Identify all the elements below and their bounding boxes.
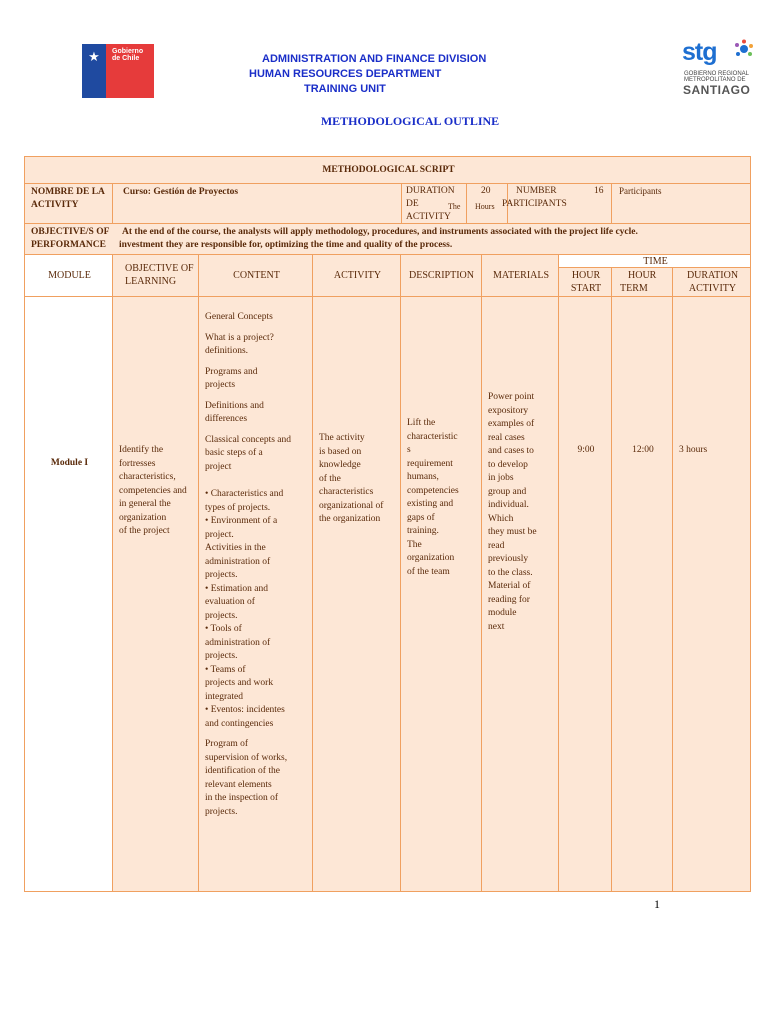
duration-label-cell [401, 183, 467, 224]
objective-label-2: PERFORMANCE [31, 240, 106, 250]
materials-line: expository [488, 405, 529, 416]
cell-activity [312, 296, 401, 892]
col-activity-label: ACTIVITY [333, 270, 382, 281]
activity-line: The activity [319, 433, 365, 443]
col-module [24, 254, 113, 297]
cell-hour-start [558, 296, 612, 892]
activity-line: is based on [319, 446, 362, 457]
content-line: Program of [205, 739, 249, 749]
content-line: administration of [205, 637, 271, 648]
content-line: types of projects. [205, 502, 271, 513]
duration-label-2: DE [406, 199, 419, 209]
col-materials-label: MATERIALS [492, 270, 550, 281]
content-line: definitions. [205, 346, 249, 356]
gobierno-de-chile-logo [82, 44, 154, 98]
activity-line: organizational of [319, 500, 384, 511]
col-objective [112, 254, 199, 297]
description-line: competencies [407, 485, 459, 496]
header-line-3: TRAINING UNIT [304, 83, 386, 95]
header-line-2: HUMAN RESOURCES DEPARTMENT [249, 68, 442, 80]
content-line [205, 474, 291, 481]
col-hour-term-label-1: HOUR [628, 270, 657, 281]
content-line: project. [205, 529, 234, 540]
materials-line: Power point [488, 392, 535, 402]
duration-label-3: The [448, 202, 461, 211]
col-description-label: DESCRIPTION [409, 270, 475, 281]
materials-line: next [488, 621, 505, 632]
description-line: characteristic [407, 431, 458, 442]
materials-line: and cases to [488, 446, 534, 456]
cell-module [24, 296, 113, 892]
col-duration-label-1: DURATION [686, 270, 739, 281]
content-line: What is a project? [205, 332, 274, 343]
activity-line: the organization [319, 514, 381, 524]
content-line: Definitions and [205, 400, 264, 411]
name-label-1: NOMBRE DE LA [31, 187, 105, 197]
description-line: requirement [407, 458, 453, 469]
content-line: differences [205, 414, 248, 424]
cell-description [400, 296, 482, 892]
content-line: • Characteristics and [205, 489, 284, 499]
content-line: Programs and [205, 366, 258, 377]
objective-text-1: At the end of the course, the analysts will apply methodology, procedures, and instruments associated with the project life cycle. [122, 227, 638, 237]
materials-line: read [488, 540, 505, 551]
content-line [205, 481, 291, 488]
content-line: • Tools of [205, 624, 242, 634]
content-line: • Teams of [205, 664, 246, 675]
activity-line: knowledge [319, 460, 361, 470]
content-line: projects. [205, 610, 238, 621]
cell-objective [112, 296, 199, 892]
duration-unit: Hours [475, 202, 495, 211]
content-line: Classical concepts and [205, 434, 292, 445]
content-line: projects and work [205, 678, 274, 688]
content-line: projects. [205, 806, 238, 817]
gore-santiago-logo [682, 38, 758, 96]
star-icon: ★ [88, 49, 100, 64]
description-line: training. [407, 526, 439, 536]
objective-line: Identify the [119, 445, 164, 455]
logo-left-text: Gobierno de Chile [112, 48, 144, 62]
col-module-label: MODULE [48, 270, 91, 281]
module-name: Module I [50, 458, 89, 468]
duration-value: 20 [481, 186, 491, 196]
materials-line: Material of [488, 581, 531, 591]
col-time [558, 254, 751, 268]
dots-icon [734, 39, 754, 59]
content-line: projects. [205, 651, 238, 661]
objective-line: fortresses [119, 458, 156, 469]
materials-line: previously [488, 554, 529, 564]
materials-line: to the class. [488, 567, 533, 578]
objective-lines [119, 444, 187, 539]
description-line: The [407, 539, 422, 550]
col-content-label: CONTENT [233, 270, 280, 281]
objective-line: characteristics, [119, 472, 176, 482]
content-line: supervision of works, [205, 752, 288, 763]
activity-line: characteristics [319, 487, 374, 497]
script-title: METHODOLOGICAL SCRIPT [322, 165, 455, 175]
number-label-2: PARTICIPANTS [502, 199, 567, 209]
materials-lines [488, 391, 537, 634]
content-line: General Concepts [205, 312, 273, 322]
cell-content [198, 296, 313, 892]
script-title-bar [24, 156, 751, 184]
duration-value: 3 hours [679, 445, 708, 455]
cell-materials [481, 296, 559, 892]
objective-text-2: investment they are responsible for, optimizing the time and quality of the process. [119, 240, 453, 250]
col-hour-term-label-2: TERM [620, 283, 648, 294]
objective-row [24, 223, 751, 255]
content-line: Activities in the [205, 543, 266, 553]
content-line: administration of [205, 556, 271, 567]
participants-label: Participants [619, 186, 662, 196]
logo-right-city: SANTIAGO [683, 83, 751, 97]
number-label-cell [502, 183, 612, 224]
description-line: humans, [407, 472, 439, 482]
objective-label-1: OBJECTIVE/S OF [31, 227, 110, 237]
col-objective-label-1: OBJECTIVE OF [125, 263, 194, 274]
col-duration-label-2: ACTIVITY [688, 283, 737, 294]
number-value: 16 [594, 186, 604, 196]
content-line: identification of the [205, 766, 280, 776]
number-label-1: NUMBER [516, 186, 557, 196]
page-title: METHODOLOGICAL OUTLINE [320, 114, 500, 128]
col-hour-start [558, 267, 612, 297]
cell-hour-term [611, 296, 673, 892]
materials-line: in jobs [488, 473, 514, 483]
content-line: integrated [205, 691, 243, 702]
description-line: gaps of [407, 512, 435, 523]
content-line: project [205, 461, 232, 472]
description-lines [407, 417, 459, 579]
col-hour-term [611, 267, 673, 297]
name-value-cell [112, 183, 402, 224]
logo-right-sub: GOBIERNO REGIONAL METROPOLITANO DE [684, 71, 749, 83]
duration-label-4: ACTIVITY [406, 212, 451, 222]
hour-term-value: 12:00 [632, 445, 654, 455]
objective-line: competencies and [119, 485, 187, 496]
content-line: • Eventos: incidentes [205, 705, 285, 715]
content-line [205, 393, 291, 400]
duration-label-1: DURATION [406, 186, 455, 196]
materials-line: examples of [488, 419, 535, 429]
cell-duration [672, 296, 751, 892]
content-line: in the inspection of [205, 793, 279, 803]
content-line [205, 427, 291, 434]
content-line [205, 731, 291, 738]
content-line: • Environment of a [205, 516, 278, 526]
header-line-1: ADMINISTRATION AND FINANCE DIVISION [262, 53, 487, 65]
content-line [205, 359, 291, 366]
name-label-cell [24, 183, 113, 224]
description-line: organization [407, 553, 455, 563]
description-line: existing and [407, 499, 454, 509]
content-line: projects. [205, 570, 238, 580]
materials-line: individual. [488, 500, 529, 510]
content-line [205, 325, 291, 332]
content-lines [205, 311, 291, 819]
materials-line: reading for [488, 594, 530, 605]
activity-line: of the [319, 473, 341, 484]
content-line: projects [205, 380, 236, 390]
col-time-label: TIME [643, 256, 668, 267]
content-line: relevant elements [205, 779, 272, 790]
col-hour-start-label-2: START [570, 283, 602, 294]
materials-line: they must be [488, 527, 537, 537]
activity-lines [319, 432, 383, 527]
materials-line: group and [488, 486, 527, 497]
col-duration [672, 267, 751, 297]
content-line: • Estimation and [205, 583, 268, 594]
objective-line: in general the [119, 499, 171, 509]
content-line: basic steps of a [205, 448, 263, 458]
name-value: Curso: Gestión de Proyectos [123, 187, 239, 197]
materials-line: module [488, 608, 517, 618]
participants-cell [611, 183, 751, 224]
col-hour-start-label-1: HOUR [571, 270, 601, 281]
materials-line: Which [488, 513, 514, 524]
col-activity [312, 254, 401, 297]
description-line: of the team [407, 566, 450, 577]
hour-start-value: 9:00 [577, 445, 595, 455]
name-label-2: ACTIVITY [31, 200, 79, 210]
materials-line: real cases [488, 432, 525, 443]
materials-line: to develop [488, 459, 528, 470]
content-line: evaluation of [205, 597, 255, 607]
col-content [198, 254, 313, 297]
logo-right-mark: stg [682, 38, 717, 66]
description-line: s [407, 445, 411, 455]
content-line: and contingencies [205, 718, 274, 729]
objective-line: of the project [119, 526, 170, 536]
col-objective-label-2: LEARNING [125, 276, 177, 287]
description-line: Lift the [407, 418, 436, 428]
objective-line: organization [119, 512, 167, 523]
page-number: 1 [654, 897, 660, 911]
col-description [400, 254, 482, 297]
col-materials [481, 254, 559, 297]
